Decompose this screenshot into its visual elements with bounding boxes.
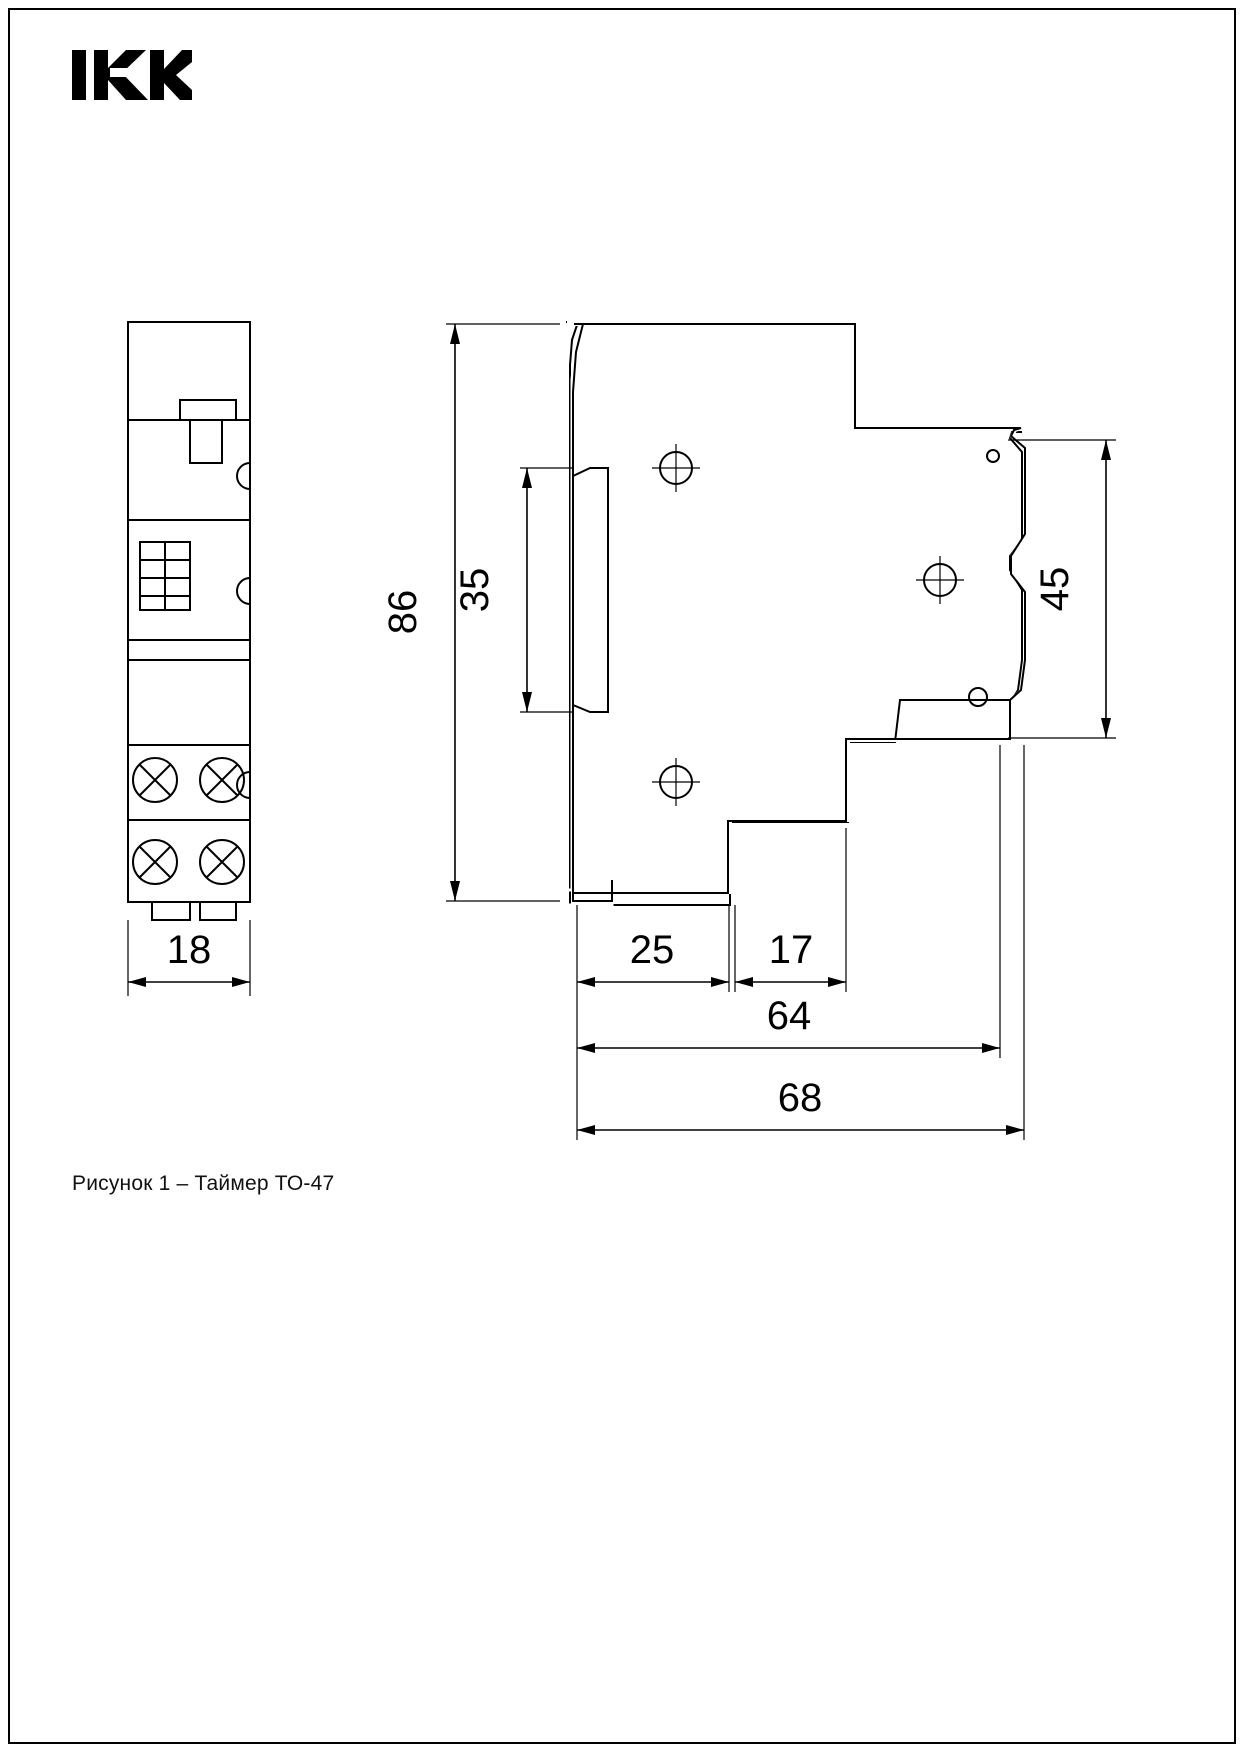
dimension-label-45: 45 — [1033, 566, 1077, 612]
dimension-label-35: 35 — [453, 567, 497, 613]
small-hole-lower — [969, 688, 987, 706]
side-view-outline — [566, 322, 1022, 905]
dimension-label-18: 18 — [166, 928, 212, 972]
small-hole-upper — [987, 450, 999, 462]
dimension-35 — [520, 468, 572, 712]
figure-caption: Рисунок 1 – Таймер ТО-47 — [72, 1172, 335, 1195]
mounting-hole-right — [916, 556, 964, 604]
dimension-label-64: 64 — [766, 994, 812, 1038]
side-view-body — [573, 324, 1026, 893]
front-view-outline — [128, 322, 250, 920]
dimension-label-86: 86 — [381, 589, 425, 635]
dimension-label-68: 68 — [777, 1076, 823, 1120]
rail-notch — [573, 468, 608, 712]
dimension-label-17: 17 — [768, 928, 814, 972]
mounting-hole-top — [652, 444, 700, 492]
mounting-hole-bottom — [652, 758, 700, 806]
dimension-label-25: 25 — [629, 928, 675, 972]
